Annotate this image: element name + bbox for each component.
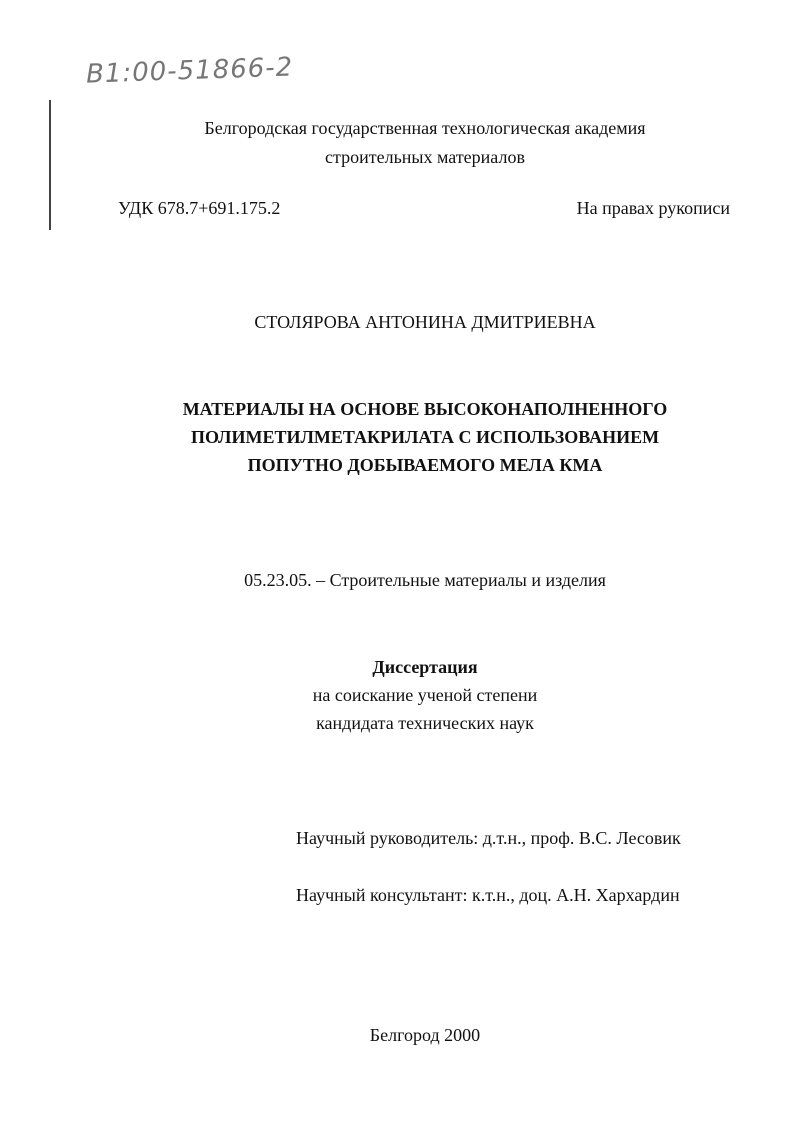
institution-line-1: Белгородская государственная технологическая академия <box>204 118 646 138</box>
title-line-2: ПОЛИМЕТИЛМЕТАКРИЛАТА С ИСПОЛЬЗОВАНИЕМ <box>190 427 660 447</box>
scientific-supervisor: Научный руководитель: д.т.н., проф. В.С. Лесовик <box>296 828 681 848</box>
dissertation-block <box>35 653 793 737</box>
scientific-consultant: Научный консультант: к.т.н., доц. А.Н. Хархардин <box>296 885 680 905</box>
dissertation-heading: Диссертация <box>372 657 478 677</box>
city-year: Белгород 2000 <box>369 1025 481 1045</box>
thesis-title <box>35 395 793 479</box>
title-line-1: МАТЕРИАЛЫ НА ОСНОВЕ ВЫСОКОНАПОЛНЕННОГО <box>182 399 668 419</box>
dissertation-line-1: на соискание ученой степени <box>312 685 538 705</box>
specialty-code: 05.23.05. – Строительные материалы и изделия <box>244 570 606 590</box>
institution-line-2: строительных материалов <box>325 147 525 167</box>
manuscript-rights: На правах рукописи <box>576 198 730 218</box>
udk-code: УДК 678.7+691.175.2 <box>118 198 281 218</box>
author-name: СТОЛЯРОВА АНТОНИНА ДМИТРИЕВНА <box>254 312 596 332</box>
institution-block <box>40 114 793 172</box>
dissertation-line-2: кандидата технических наук <box>316 713 534 733</box>
handwritten-stamp: В1:00-51866-2 <box>85 52 294 90</box>
title-line-3: ПОПУТНО ДОБЫВАЕМОГО МЕЛА КМА <box>247 455 603 475</box>
